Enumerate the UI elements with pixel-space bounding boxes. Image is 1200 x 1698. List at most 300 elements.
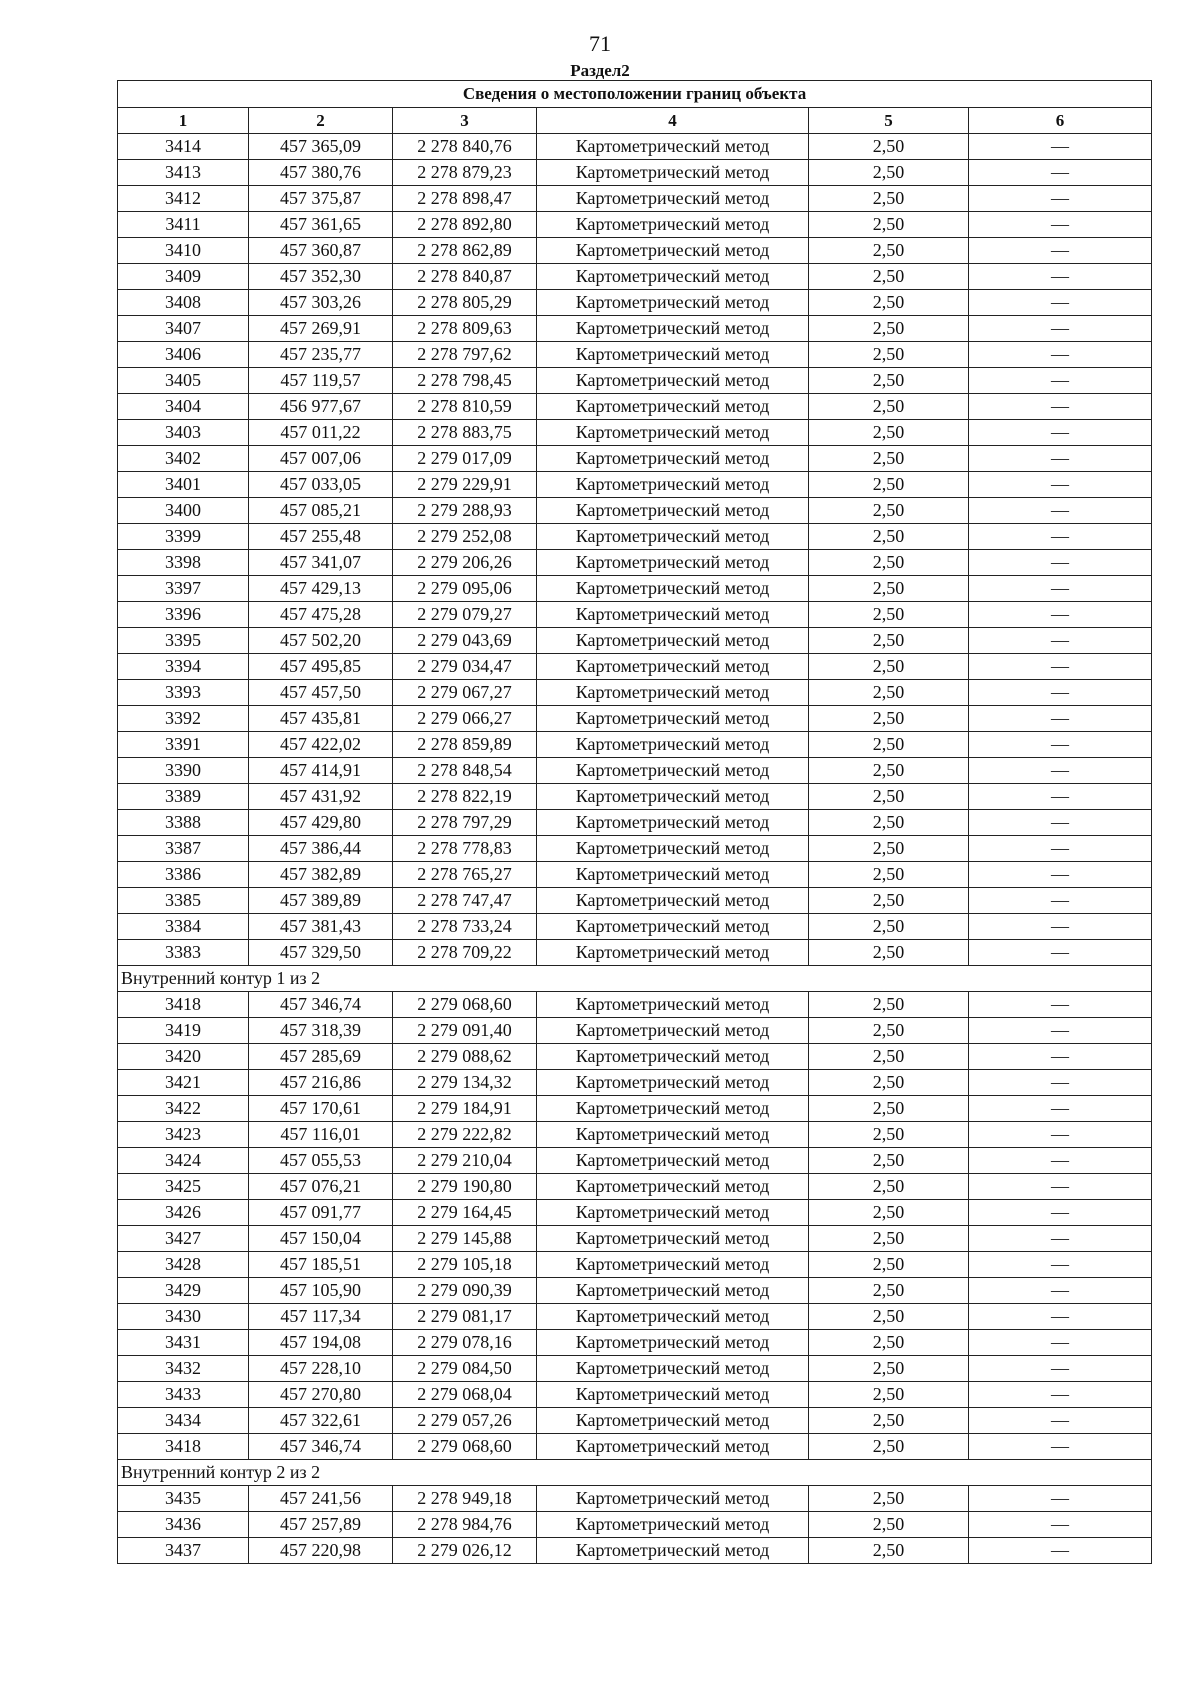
table-cell: Картометрический метод: [537, 524, 809, 550]
table-cell: 2 278 879,23: [393, 160, 537, 186]
table-cell: —: [969, 1226, 1152, 1252]
table-cell: 3409: [118, 264, 249, 290]
contour-label-row: [118, 966, 1152, 992]
table-cell: Картометрический метод: [537, 888, 809, 914]
table-row: [118, 1096, 1152, 1122]
table-cell: 2,50: [809, 550, 969, 576]
table-cell: 3389: [118, 784, 249, 810]
table-cell: 2,50: [809, 888, 969, 914]
table-row: [118, 1044, 1152, 1070]
column-header: 6: [969, 108, 1152, 134]
table-cell: 457 170,61: [249, 1096, 393, 1122]
column-header: 5: [809, 108, 969, 134]
table-cell: 2 278 797,29: [393, 810, 537, 836]
table-cell: 2,50: [809, 238, 969, 264]
table-cell: 2,50: [809, 1200, 969, 1226]
column-header-row: [118, 108, 1152, 134]
table-row: [118, 576, 1152, 602]
table-row: [118, 940, 1152, 966]
table-cell: 2 278 848,54: [393, 758, 537, 784]
table-cell: 3412: [118, 186, 249, 212]
table-cell: 457 085,21: [249, 498, 393, 524]
table-cell: —: [969, 940, 1152, 966]
table-cell: —: [969, 1044, 1152, 1070]
table-cell: 457 346,74: [249, 1434, 393, 1460]
table-cell: 2 279 288,93: [393, 498, 537, 524]
table-row: [118, 446, 1152, 472]
table-cell: 3407: [118, 316, 249, 342]
table-cell: 2 278 892,80: [393, 212, 537, 238]
table-cell: 3429: [118, 1278, 249, 1304]
table-cell: 2,50: [809, 1330, 969, 1356]
table-row: [118, 498, 1152, 524]
table-cell: 3403: [118, 420, 249, 446]
table-cell: —: [969, 186, 1152, 212]
table-cell: 2 279 078,16: [393, 1330, 537, 1356]
table-cell: —: [969, 1486, 1152, 1512]
table-cell: 457 380,76: [249, 160, 393, 186]
table-row: [118, 732, 1152, 758]
table-cell: 2,50: [809, 1174, 969, 1200]
table-row: [118, 1304, 1152, 1330]
table-cell: Картометрический метод: [537, 1434, 809, 1460]
table-cell: —: [969, 576, 1152, 602]
table-cell: 2 279 091,40: [393, 1018, 537, 1044]
table-cell: Картометрический метод: [537, 1278, 809, 1304]
table-cell: 457 007,06: [249, 446, 393, 472]
table-cell: 2 279 222,82: [393, 1122, 537, 1148]
table-cell: 2,50: [809, 758, 969, 784]
table-cell: 2,50: [809, 290, 969, 316]
table-body: [118, 134, 1152, 1564]
table-cell: 2 278 798,45: [393, 368, 537, 394]
table-cell: 457 329,50: [249, 940, 393, 966]
table-cell: 3418: [118, 992, 249, 1018]
table-cell: 2,50: [809, 212, 969, 238]
table-cell: 457 011,22: [249, 420, 393, 446]
table-cell: —: [969, 498, 1152, 524]
table-cell: 2,50: [809, 394, 969, 420]
table-cell: 2 278 840,76: [393, 134, 537, 160]
table-cell: 457 495,85: [249, 654, 393, 680]
table-cell: 2,50: [809, 732, 969, 758]
table-cell: 3427: [118, 1226, 249, 1252]
table-row: [118, 1226, 1152, 1252]
table-cell: Картометрический метод: [537, 186, 809, 212]
table-cell: Картометрический метод: [537, 706, 809, 732]
table-cell: 3434: [118, 1408, 249, 1434]
table-cell: 457 457,50: [249, 680, 393, 706]
table-cell: 2 278 810,59: [393, 394, 537, 420]
table-row: [118, 1486, 1152, 1512]
table-cell: Картометрический метод: [537, 654, 809, 680]
table-cell: 457 185,51: [249, 1252, 393, 1278]
table-cell: 2,50: [809, 1070, 969, 1096]
table-cell: 2,50: [809, 706, 969, 732]
table-cell: —: [969, 888, 1152, 914]
table-cell: 3393: [118, 680, 249, 706]
table-cell: Картометрический метод: [537, 1538, 809, 1564]
table-row: [118, 1408, 1152, 1434]
table-cell: 457 475,28: [249, 602, 393, 628]
table-cell: 2 279 079,27: [393, 602, 537, 628]
table-cell: 2 278 822,19: [393, 784, 537, 810]
table-cell: —: [969, 1512, 1152, 1538]
table-cell: 457 414,91: [249, 758, 393, 784]
table-cell: 457 216,86: [249, 1070, 393, 1096]
table-cell: —: [969, 1200, 1152, 1226]
table-cell: —: [969, 1018, 1152, 1044]
table-cell: 3426: [118, 1200, 249, 1226]
table-cell: 2 279 081,17: [393, 1304, 537, 1330]
table-cell: —: [969, 914, 1152, 940]
table-row: [118, 420, 1152, 446]
page-number: 71: [589, 31, 611, 56]
table-cell: 3430: [118, 1304, 249, 1330]
table-row: [118, 1252, 1152, 1278]
contour-label: Внутренний контур 1 из 2: [118, 966, 1152, 992]
table-cell: 3418: [118, 1434, 249, 1460]
table-cell: Картометрический метод: [537, 1512, 809, 1538]
table-cell: —: [969, 836, 1152, 862]
table-cell: —: [969, 160, 1152, 186]
table-cell: 2,50: [809, 1252, 969, 1278]
table-row: [118, 212, 1152, 238]
table-cell: —: [969, 1122, 1152, 1148]
table-row: [118, 394, 1152, 420]
table-cell: Картометрический метод: [537, 784, 809, 810]
table-cell: Картометрический метод: [537, 862, 809, 888]
table-cell: —: [969, 212, 1152, 238]
table-cell: Картометрический метод: [537, 1070, 809, 1096]
table-cell: Картометрический метод: [537, 1148, 809, 1174]
table-cell: 3398: [118, 550, 249, 576]
table-cell: 2,50: [809, 1382, 969, 1408]
table-cell: Картометрический метод: [537, 264, 809, 290]
table-cell: Картометрический метод: [537, 342, 809, 368]
table-cell: 2 278 797,62: [393, 342, 537, 368]
table-row: [118, 810, 1152, 836]
table-cell: 2 278 747,47: [393, 888, 537, 914]
table-cell: —: [969, 1330, 1152, 1356]
table-cell: 457 150,04: [249, 1226, 393, 1252]
table-cell: 457 105,90: [249, 1278, 393, 1304]
column-header: 2: [249, 108, 393, 134]
table-cell: 2 279 057,26: [393, 1408, 537, 1434]
table-cell: —: [969, 1252, 1152, 1278]
table-cell: —: [969, 628, 1152, 654]
table-cell: —: [969, 420, 1152, 446]
table-cell: —: [969, 1434, 1152, 1460]
table-cell: 457 322,61: [249, 1408, 393, 1434]
table-cell: 457 235,77: [249, 342, 393, 368]
table-cell: 457 375,87: [249, 186, 393, 212]
table-cell: Картометрический метод: [537, 160, 809, 186]
table-cell: 457 422,02: [249, 732, 393, 758]
boundary-coordinates-table: [117, 80, 1152, 1564]
table-row: [118, 1512, 1152, 1538]
table-cell: 2,50: [809, 992, 969, 1018]
table-cell: —: [969, 758, 1152, 784]
table-cell: —: [969, 290, 1152, 316]
table-cell: —: [969, 550, 1152, 576]
table-cell: Картометрический метод: [537, 1486, 809, 1512]
table-cell: 2,50: [809, 1044, 969, 1070]
table-cell: 2,50: [809, 1018, 969, 1044]
table-cell: 2,50: [809, 472, 969, 498]
table-cell: 3428: [118, 1252, 249, 1278]
table-cell: 457 076,21: [249, 1174, 393, 1200]
table-cell: —: [969, 446, 1152, 472]
table-row: [118, 1434, 1152, 1460]
table-cell: —: [969, 680, 1152, 706]
table-cell: 3410: [118, 238, 249, 264]
table-cell: Картометрический метод: [537, 992, 809, 1018]
table-cell: 457 382,89: [249, 862, 393, 888]
table-cell: —: [969, 472, 1152, 498]
table-cell: 457 303,26: [249, 290, 393, 316]
table-row: [118, 836, 1152, 862]
table-cell: —: [969, 1304, 1152, 1330]
table-cell: 3385: [118, 888, 249, 914]
table-row: [118, 472, 1152, 498]
table-cell: —: [969, 524, 1152, 550]
table-row: [118, 680, 1152, 706]
table-cell: 3404: [118, 394, 249, 420]
table-cell: 3391: [118, 732, 249, 758]
table-cell: 2,50: [809, 784, 969, 810]
table-cell: 457 091,77: [249, 1200, 393, 1226]
table-row: [118, 1070, 1152, 1096]
table-cell: Картометрический метод: [537, 1382, 809, 1408]
table-cell: 2,50: [809, 264, 969, 290]
table-cell: 457 241,56: [249, 1486, 393, 1512]
table-row: [118, 1200, 1152, 1226]
table-row: [118, 368, 1152, 394]
table-cell: 2 279 105,18: [393, 1252, 537, 1278]
table-cell: —: [969, 342, 1152, 368]
table-cell: 2,50: [809, 1486, 969, 1512]
table-cell: —: [969, 394, 1152, 420]
table-row: [118, 238, 1152, 264]
table-cell: 3413: [118, 160, 249, 186]
table-row: [118, 1148, 1152, 1174]
table-cell: Картометрический метод: [537, 212, 809, 238]
table-cell: Картометрический метод: [537, 1252, 809, 1278]
table-cell: 2 279 095,06: [393, 576, 537, 602]
table-row: [118, 992, 1152, 1018]
table-cell: 2 278 733,24: [393, 914, 537, 940]
table-cell: 457 431,92: [249, 784, 393, 810]
table-cell: 2 279 184,91: [393, 1096, 537, 1122]
table-cell: 2,50: [809, 654, 969, 680]
table-cell: Картометрический метод: [537, 576, 809, 602]
table-cell: 3396: [118, 602, 249, 628]
table-row: [118, 914, 1152, 940]
table-cell: Картометрический метод: [537, 1096, 809, 1122]
table-cell: 3436: [118, 1512, 249, 1538]
table-cell: 3395: [118, 628, 249, 654]
table-row: [118, 1330, 1152, 1356]
table-row: [118, 1278, 1152, 1304]
table-cell: —: [969, 1148, 1152, 1174]
table-cell: 2,50: [809, 160, 969, 186]
contour-label-row: [118, 1460, 1152, 1486]
table-cell: Картометрический метод: [537, 914, 809, 940]
table-row: [118, 264, 1152, 290]
table-cell: 3401: [118, 472, 249, 498]
table-cell: 2,50: [809, 186, 969, 212]
table-cell: 3419: [118, 1018, 249, 1044]
table-cell: 3406: [118, 342, 249, 368]
table-row: [118, 862, 1152, 888]
table-cell: 2,50: [809, 914, 969, 940]
table-cell: 2,50: [809, 1434, 969, 1460]
table-cell: 3402: [118, 446, 249, 472]
table-cell: 2,50: [809, 680, 969, 706]
table-cell: 2 278 862,89: [393, 238, 537, 264]
table-cell: 2 279 068,60: [393, 1434, 537, 1460]
table-cell: Картометрический метод: [537, 1200, 809, 1226]
table-cell: —: [969, 1278, 1152, 1304]
table-row: [118, 784, 1152, 810]
table-cell: 3421: [118, 1070, 249, 1096]
table-cell: 3414: [118, 134, 249, 160]
table-cell: 2,50: [809, 446, 969, 472]
table-cell: —: [969, 602, 1152, 628]
table-cell: Картометрический метод: [537, 316, 809, 342]
table-cell: 457 389,89: [249, 888, 393, 914]
table-cell: 457 255,48: [249, 524, 393, 550]
table-cell: Картометрический метод: [537, 940, 809, 966]
table-cell: 3384: [118, 914, 249, 940]
table-cell: 457 429,13: [249, 576, 393, 602]
table-cell: 2 279 164,45: [393, 1200, 537, 1226]
table-cell: 2,50: [809, 134, 969, 160]
table-cell: Картометрический метод: [537, 732, 809, 758]
table-cell: 2 279 229,91: [393, 472, 537, 498]
table-cell: Картометрический метод: [537, 1408, 809, 1434]
table-cell: 3433: [118, 1382, 249, 1408]
table-cell: Картометрический метод: [537, 238, 809, 264]
table-cell: Картометрический метод: [537, 134, 809, 160]
table-row: [118, 1018, 1152, 1044]
table-cell: 3397: [118, 576, 249, 602]
table-cell: 457 257,89: [249, 1512, 393, 1538]
table-cell: 2,50: [809, 836, 969, 862]
table-cell: 2 278 809,63: [393, 316, 537, 342]
table-cell: 3424: [118, 1148, 249, 1174]
table-cell: —: [969, 654, 1152, 680]
table-cell: 3394: [118, 654, 249, 680]
table-cell: 2 279 068,60: [393, 992, 537, 1018]
table-cell: 2,50: [809, 1356, 969, 1382]
table-cell: 3435: [118, 1486, 249, 1512]
table-cell: 457 429,80: [249, 810, 393, 836]
section-title: Раздел2: [570, 61, 630, 80]
table-caption: Сведения о местоположении границ объекта: [118, 81, 1152, 108]
table-cell: Картометрический метод: [537, 810, 809, 836]
table-cell: Картометрический метод: [537, 394, 809, 420]
table-cell: 2,50: [809, 1226, 969, 1252]
table-cell: 3405: [118, 368, 249, 394]
table-cell: 3425: [118, 1174, 249, 1200]
table-cell: 3411: [118, 212, 249, 238]
table-cell: —: [969, 264, 1152, 290]
table-cell: —: [969, 368, 1152, 394]
table-row: [118, 602, 1152, 628]
table-cell: Картометрический метод: [537, 368, 809, 394]
table-cell: 2,50: [809, 1122, 969, 1148]
table-cell: 2 279 067,27: [393, 680, 537, 706]
table-cell: 2,50: [809, 576, 969, 602]
table-cell: —: [969, 316, 1152, 342]
table-cell: Картометрический метод: [537, 758, 809, 784]
table-cell: 2 278 805,29: [393, 290, 537, 316]
table-cell: —: [969, 732, 1152, 758]
table-cell: —: [969, 992, 1152, 1018]
table-cell: 3431: [118, 1330, 249, 1356]
table-row: [118, 654, 1152, 680]
table-cell: —: [969, 1408, 1152, 1434]
table-row: [118, 1122, 1152, 1148]
table-row: [118, 134, 1152, 160]
table-cell: 3390: [118, 758, 249, 784]
table-cell: 2,50: [809, 810, 969, 836]
table-cell: 457 341,07: [249, 550, 393, 576]
table-cell: 457 055,53: [249, 1148, 393, 1174]
table-cell: Картометрический метод: [537, 290, 809, 316]
table-cell: —: [969, 706, 1152, 732]
table-cell: Картометрический метод: [537, 498, 809, 524]
table-row: [118, 160, 1152, 186]
table-cell: 457 435,81: [249, 706, 393, 732]
table-cell: 2,50: [809, 1096, 969, 1122]
table-cell: 2 279 088,62: [393, 1044, 537, 1070]
table-cell: Картометрический метод: [537, 1122, 809, 1148]
table-cell: —: [969, 784, 1152, 810]
table-cell: —: [969, 134, 1152, 160]
table-cell: 457 346,74: [249, 992, 393, 1018]
table-cell: 2,50: [809, 1148, 969, 1174]
table-cell: Картометрический метод: [537, 1356, 809, 1382]
table-cell: Картометрический метод: [537, 1018, 809, 1044]
table-cell: 3388: [118, 810, 249, 836]
table-cell: Картометрический метод: [537, 472, 809, 498]
table-cell: 457 318,39: [249, 1018, 393, 1044]
table-cell: 2 279 145,88: [393, 1226, 537, 1252]
table-cell: 2 278 765,27: [393, 862, 537, 888]
table-cell: 2 279 084,50: [393, 1356, 537, 1382]
table-cell: 2 279 068,04: [393, 1382, 537, 1408]
table-row: [118, 888, 1152, 914]
table-cell: 2,50: [809, 1304, 969, 1330]
table-cell: 3387: [118, 836, 249, 862]
table-cell: 457 360,87: [249, 238, 393, 264]
table-cell: 457 117,34: [249, 1304, 393, 1330]
table-cell: 457 119,57: [249, 368, 393, 394]
table-cell: 2,50: [809, 628, 969, 654]
table-cell: 2,50: [809, 1538, 969, 1564]
table-cell: Картометрический метод: [537, 550, 809, 576]
table-cell: 2 278 898,47: [393, 186, 537, 212]
table-cell: Картометрический метод: [537, 602, 809, 628]
table-cell: 3383: [118, 940, 249, 966]
table-row: [118, 550, 1152, 576]
table-cell: 2,50: [809, 1408, 969, 1434]
table-cell: —: [969, 810, 1152, 836]
table-row: [118, 628, 1152, 654]
